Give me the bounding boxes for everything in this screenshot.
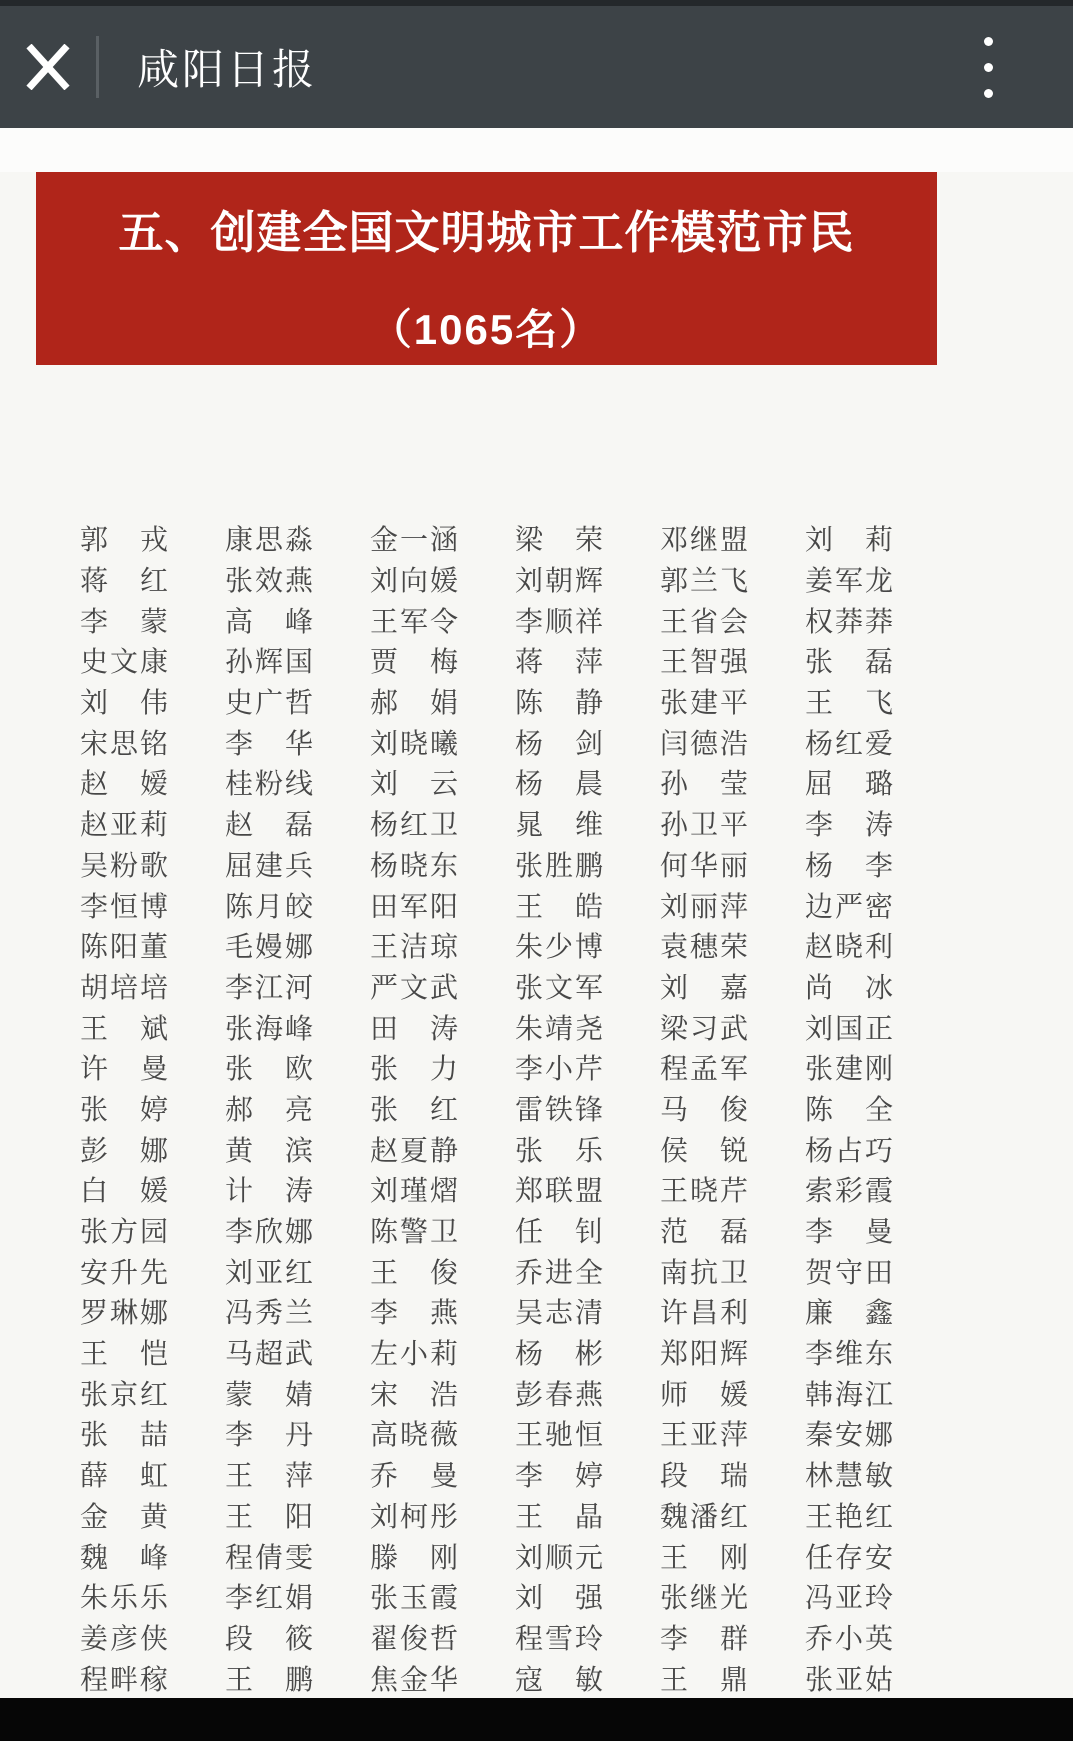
citizen-name: 段 筱	[225, 1622, 313, 1654]
citizen-name: 刘 国 正	[805, 1012, 893, 1044]
citizen-name: 魏 潘 红	[660, 1500, 748, 1532]
citizen-name: 高 峰	[225, 605, 313, 637]
citizen-name: 李 红 娟	[225, 1582, 313, 1614]
citizen-name: 贾 梅	[370, 646, 458, 678]
citizen-name: 金 一 涵	[370, 524, 458, 556]
citizen-name: 林 慧 敏	[805, 1460, 893, 1492]
citizen-name: 张 建 平	[660, 687, 748, 719]
citizen-name: 张 力	[370, 1053, 458, 1085]
citizen-name: 杨 占 巧	[805, 1134, 893, 1166]
citizen-name: 何 华 丽	[660, 849, 748, 881]
citizen-name: 郭 戎	[80, 524, 168, 556]
citizen-name: 张 喆	[80, 1419, 168, 1451]
citizen-name: 刘 向 媛	[370, 565, 458, 597]
name-row	[80, 1049, 893, 1090]
citizen-name: 张 婷	[80, 1093, 168, 1125]
citizen-name: 李 涛	[805, 809, 893, 841]
bottom-navigation-bar	[0, 1698, 1073, 1741]
name-row	[80, 601, 893, 642]
citizen-name: 王 阳	[225, 1500, 313, 1532]
citizen-name: 刘 丽 萍	[660, 890, 748, 922]
citizen-name: 桂 粉 线	[225, 768, 313, 800]
citizen-name: 张 海 峰	[225, 1012, 313, 1044]
citizen-name: 边 严 密	[805, 890, 893, 922]
citizen-name: 刘 强	[515, 1582, 603, 1614]
citizen-name: 胡 培 培	[80, 971, 168, 1003]
citizen-name: 段 瑞	[660, 1460, 748, 1492]
citizen-name: 师 媛	[660, 1378, 748, 1410]
citizen-name: 郑 阳 辉	[660, 1338, 748, 1370]
close-icon	[25, 44, 71, 90]
citizen-name: 赵 亚 莉	[80, 809, 168, 841]
citizen-name: 陈 警 卫	[370, 1216, 458, 1248]
citizen-name: 陈 阳 董	[80, 931, 168, 963]
citizen-name: 金 黄	[80, 1500, 168, 1532]
citizen-name: 康 思 淼	[225, 524, 313, 556]
citizen-name: 赵 夏 静	[370, 1134, 458, 1166]
citizen-name: 安 升 先	[80, 1256, 168, 1288]
citizen-name: 赵 嫒	[80, 768, 168, 800]
citizen-name: 刘 嘉	[660, 971, 748, 1003]
name-row	[80, 1415, 893, 1456]
name-row	[80, 927, 893, 968]
citizen-name: 王 智 强	[660, 646, 748, 678]
citizen-name: 计 涛	[225, 1175, 313, 1207]
citizen-name: 李 蒙	[80, 605, 168, 637]
citizen-name: 贺 守 田	[805, 1256, 893, 1288]
citizen-name: 邓 继 盟	[660, 524, 748, 556]
citizen-name: 滕 刚	[370, 1541, 458, 1573]
citizen-name: 高 晓 薇	[370, 1419, 458, 1451]
citizen-name: 陈 全	[805, 1093, 893, 1125]
citizen-name: 杨 晓 东	[370, 849, 458, 881]
citizen-name: 王 恺	[80, 1338, 168, 1370]
citizen-name: 王 刚	[660, 1541, 748, 1573]
citizen-name: 许 曼	[80, 1053, 168, 1085]
citizen-name: 宋 浩	[370, 1378, 458, 1410]
citizen-name: 程 倩 雯	[225, 1541, 313, 1573]
citizen-name: 王 俊	[370, 1256, 458, 1288]
citizen-name: 杨 彬	[515, 1338, 603, 1370]
citizen-name: 许 昌 利	[660, 1297, 748, 1329]
citizen-name: 陈 静	[515, 687, 603, 719]
citizen-name: 李 群	[660, 1622, 748, 1654]
citizen-name: 秦 安 娜	[805, 1419, 893, 1451]
citizen-name: 张 胜 鹏	[515, 849, 603, 881]
citizen-name: 薛 虹	[80, 1460, 168, 1492]
name-row	[80, 1008, 893, 1049]
citizen-name: 李 恒 博	[80, 890, 168, 922]
citizen-name: 王 艳 红	[805, 1500, 893, 1532]
name-row	[80, 1130, 893, 1171]
article-top-gap	[0, 128, 1073, 172]
name-row	[80, 1171, 893, 1212]
name-row	[80, 561, 893, 602]
citizen-name: 程 畔 稼	[80, 1663, 168, 1695]
name-row	[80, 886, 893, 927]
name-row	[80, 642, 893, 683]
citizen-name: 梁 荣	[515, 524, 603, 556]
citizen-name: 魏 峰	[80, 1541, 168, 1573]
menu-button[interactable]	[903, 6, 1073, 128]
citizen-name: 杨 剑	[515, 727, 603, 759]
citizen-name: 孙 莹	[660, 768, 748, 800]
citizen-name: 左 小 莉	[370, 1338, 458, 1370]
citizen-name: 杨 红 爱	[805, 727, 893, 759]
citizen-name: 彭 娜	[80, 1134, 168, 1166]
citizen-name: 赵 晓 利	[805, 931, 893, 963]
citizen-name: 侯 锐	[660, 1134, 748, 1166]
citizen-name: 屈 璐	[805, 768, 893, 800]
citizen-name: 冯 亚 玲	[805, 1582, 893, 1614]
citizen-name: 王 洁 琼	[370, 931, 458, 963]
name-row	[80, 520, 893, 561]
citizen-name: 宋 思 铭	[80, 727, 168, 759]
citizen-name: 史 广 哲	[225, 687, 313, 719]
citizen-name: 梁 习 武	[660, 1012, 748, 1044]
citizen-name: 王 斌	[80, 1012, 168, 1044]
names-grid	[80, 520, 893, 1700]
citizen-name: 吴 志 清	[515, 1297, 603, 1329]
vertical-dots-icon	[984, 37, 993, 98]
citizen-name: 陈 月 皎	[225, 890, 313, 922]
citizen-name: 焦 金 华	[370, 1663, 458, 1695]
citizen-name: 李 婷	[515, 1460, 603, 1492]
citizen-name: 李 顺 祥	[515, 605, 603, 637]
citizen-name: 郭 兰 飞	[660, 565, 748, 597]
name-row	[80, 1212, 893, 1253]
citizen-name: 翟 俊 哲	[370, 1622, 458, 1654]
toolbar	[0, 6, 1073, 128]
citizen-name: 李 华	[225, 727, 313, 759]
citizen-name: 程 孟 军	[660, 1053, 748, 1085]
citizen-name: 严 文 武	[370, 971, 458, 1003]
citizen-name: 任 钊	[515, 1216, 603, 1248]
name-row	[80, 723, 893, 764]
citizen-name: 张 乐	[515, 1134, 603, 1166]
name-row	[80, 805, 893, 846]
citizen-name: 朱 靖 尧	[515, 1012, 603, 1044]
citizen-name: 赵 磊	[225, 809, 313, 841]
citizen-name: 罗 琳 娜	[80, 1297, 168, 1329]
citizen-name: 冯 秀 兰	[225, 1297, 313, 1329]
citizen-name: 马 超 武	[225, 1338, 313, 1370]
name-row	[80, 968, 893, 1009]
citizen-name: 杨 李	[805, 849, 893, 881]
citizen-name: 韩 海 江	[805, 1378, 893, 1410]
citizen-name: 李 燕	[370, 1297, 458, 1329]
name-row	[80, 846, 893, 887]
citizen-name: 毛 嫚 娜	[225, 931, 313, 963]
name-row	[80, 1497, 893, 1538]
citizen-name: 王 鼎	[660, 1663, 748, 1695]
citizen-name: 王 晓 芹	[660, 1175, 748, 1207]
citizen-name: 李 欣 娜	[225, 1216, 313, 1248]
name-row	[80, 1578, 893, 1619]
citizen-name: 南 抗 卫	[660, 1256, 748, 1288]
name-row	[80, 1090, 893, 1131]
citizen-name: 张 效 燕	[225, 565, 313, 597]
section-subtitle: （1065名）	[369, 306, 604, 353]
citizen-name: 闫 德 浩	[660, 727, 748, 759]
citizen-name: 李 江 河	[225, 971, 313, 1003]
section-banner	[36, 172, 937, 365]
citizen-name: 任 存 安	[805, 1541, 893, 1573]
name-row	[80, 1334, 893, 1375]
citizen-name: 郑 联 盟	[515, 1175, 603, 1207]
citizen-name: 刘 晓 曦	[370, 727, 458, 759]
citizen-name: 尚 冰	[805, 971, 893, 1003]
citizen-name: 孙 辉 国	[225, 646, 313, 678]
citizen-name: 郝 娟	[370, 687, 458, 719]
citizen-name: 刘 云	[370, 768, 458, 800]
page-title: 咸阳日报	[137, 46, 318, 93]
citizen-name: 王 亚 萍	[660, 1419, 748, 1451]
citizen-name: 王 鹏	[225, 1663, 313, 1695]
citizen-name: 白 媛	[80, 1175, 168, 1207]
name-row	[80, 1293, 893, 1334]
name-row	[80, 1374, 893, 1415]
citizen-name: 张 建 刚	[805, 1053, 893, 1085]
citizen-name: 黄 滨	[225, 1134, 313, 1166]
citizen-name: 张 玉 霞	[370, 1582, 458, 1614]
citizen-name: 孙 卫 平	[660, 809, 748, 841]
citizen-name: 袁 穗 荣	[660, 931, 748, 963]
citizen-name: 刘 柯 彤	[370, 1500, 458, 1532]
citizen-name: 张 京 红	[80, 1378, 168, 1410]
citizen-name: 屈 建 兵	[225, 849, 313, 881]
citizen-name: 王 飞	[805, 687, 893, 719]
citizen-name: 王 皓	[515, 890, 603, 922]
citizen-name: 乔 曼	[370, 1460, 458, 1492]
name-row	[80, 1537, 893, 1578]
citizen-name: 张 红	[370, 1093, 458, 1125]
close-button[interactable]	[0, 6, 96, 128]
citizen-name: 刘 顺 元	[515, 1541, 603, 1573]
name-row	[80, 1252, 893, 1293]
section-title: 五、创建全国文明城市工作模范市民	[118, 207, 855, 258]
citizen-name: 刘 莉	[805, 524, 893, 556]
citizen-name: 张 继 光	[660, 1582, 748, 1614]
citizen-name: 张 方 园	[80, 1216, 168, 1248]
citizen-name: 乔 进 全	[515, 1256, 603, 1288]
name-row	[80, 683, 893, 724]
citizen-name: 张 亚 姑	[805, 1663, 893, 1695]
citizen-name: 刘 朝 辉	[515, 565, 603, 597]
citizen-name: 蒋 萍	[515, 646, 603, 678]
citizen-name: 姜 彦 侠	[80, 1622, 168, 1654]
name-row	[80, 1456, 893, 1497]
citizen-name: 王 萍	[225, 1460, 313, 1492]
citizen-name: 乔 小 英	[805, 1622, 893, 1654]
citizen-name: 张 欧	[225, 1053, 313, 1085]
citizen-name: 彭 春 燕	[515, 1378, 603, 1410]
citizen-name: 马 俊	[660, 1093, 748, 1125]
citizen-name: 李 小 芹	[515, 1053, 603, 1085]
citizen-name: 刘 瑾 熠	[370, 1175, 458, 1207]
citizen-name: 郝 亮	[225, 1093, 313, 1125]
citizen-name: 索 彩 霞	[805, 1175, 893, 1207]
citizen-name: 朱 乐 乐	[80, 1582, 168, 1614]
citizen-name: 田 军 阳	[370, 890, 458, 922]
citizen-name: 张 磊	[805, 646, 893, 678]
citizen-name: 张 文 军	[515, 971, 603, 1003]
toolbar-divider	[96, 36, 99, 98]
citizen-name: 吴 粉 歌	[80, 849, 168, 881]
citizen-name: 朱 少 博	[515, 931, 603, 963]
citizen-name: 田 涛	[370, 1012, 458, 1044]
citizen-name: 史 文 康	[80, 646, 168, 678]
name-row	[80, 1659, 893, 1700]
citizen-name: 蒋 红	[80, 565, 168, 597]
citizen-name: 寇 敏	[515, 1663, 603, 1695]
citizen-name: 杨 晨	[515, 768, 603, 800]
citizen-name: 李 丹	[225, 1419, 313, 1451]
citizen-name: 姜 军 龙	[805, 565, 893, 597]
citizen-name: 雷 铁 锋	[515, 1093, 603, 1125]
citizen-name: 范 磊	[660, 1216, 748, 1248]
citizen-name: 王 省 会	[660, 605, 748, 637]
citizen-name: 刘 亚 红	[225, 1256, 313, 1288]
name-row	[80, 764, 893, 805]
citizen-name: 王 晶	[515, 1500, 603, 1532]
article-body	[0, 128, 1073, 1698]
citizen-name: 晁 维	[515, 809, 603, 841]
citizen-name: 李 曼	[805, 1216, 893, 1248]
citizen-name: 刘 伟	[80, 687, 168, 719]
citizen-name: 廉 鑫	[805, 1297, 893, 1329]
citizen-name: 王 军 令	[370, 605, 458, 637]
citizen-name: 权 莽 莽	[805, 605, 893, 637]
citizen-name: 杨 红 卫	[370, 809, 458, 841]
citizen-name: 程 雪 玲	[515, 1622, 603, 1654]
citizen-name: 王 驰 恒	[515, 1419, 603, 1451]
citizen-name: 蒙 婧	[225, 1378, 313, 1410]
name-row	[80, 1619, 893, 1660]
citizen-name: 李 维 东	[805, 1338, 893, 1370]
